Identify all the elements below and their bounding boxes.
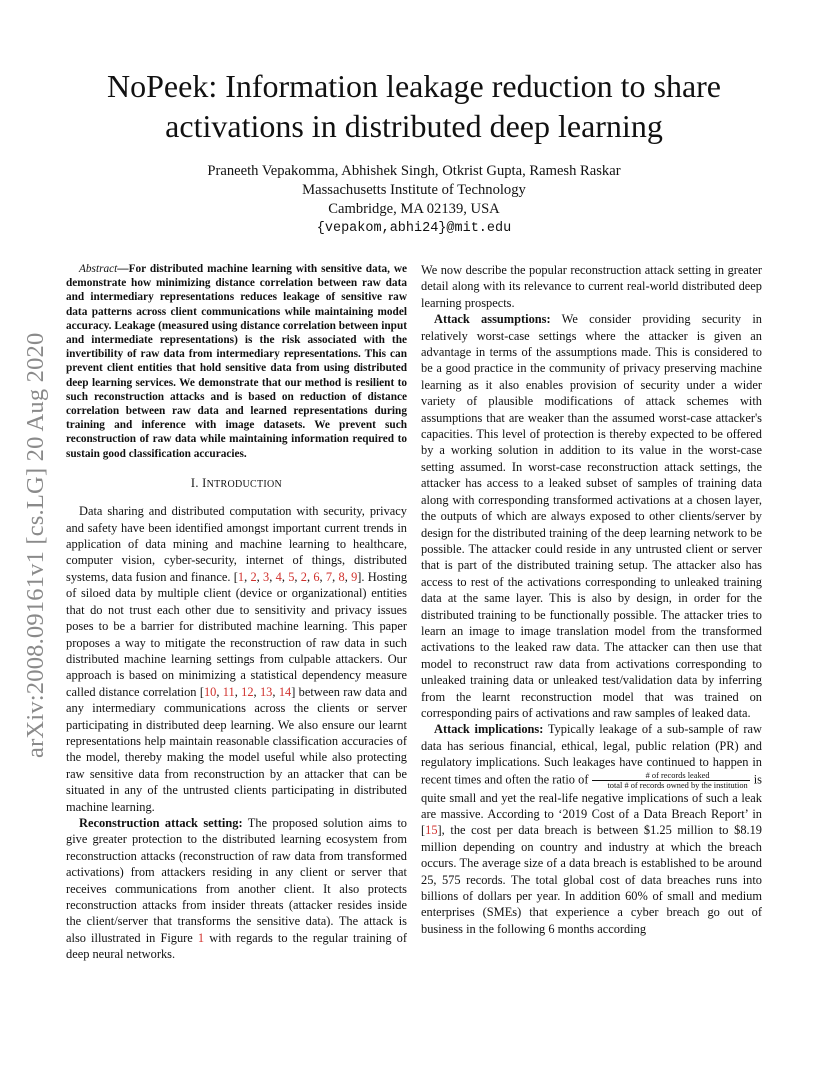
- implications-text-b: is quite small and yet the real-life negative implications of such a leak are massive. According to ‘2019 Cost of a Data Breach Report’ in [: [421, 771, 762, 838]
- assumptions-text: We consider providing security in relatively worst-case settings where the attacker is given an advantage in terms of the assumptions made. This is considered to be a good practice in the community of privacy preserving machine learning as it also enables provision of security under a wider variety of plausible modifications of attack schemes with assumptions that are weaker than the assumed worst-case attacker's capacities. This level of protection is thereby expected to be offered by a working solution in addition to its value in the worst-case setting assumed. In worst-case reconstruction attack settings, the attacker has access to a leaked subset of samples of training data along with corresponding transformed activations at a chosen layer, the outputs of which are always exposed to other clients/server by design for the distributed training of the deep learning network to be possible. The attacker could reside in any untrusted client or server that is part of the distributed training setup. The attacker also has access to rest of the activations corresponding to unleaked training data at the same layer. This is also by design, in order for the distributed training to be functionally possible. The attacker tries to learn an image to image translation model from the transformed activations to the leaked raw data. The attacker can then use that model to reconstruct raw data from activations corresponding to unleaked training data or unleaked test/validation data by inferring from the learnt reconstruction model that was trained on corresponding pairs of activations and raw samples of leaked data.: [421, 312, 762, 720]
- attack-implications-paragraph: [421, 721, 762, 937]
- citation-link[interactable]: 1: [237, 569, 245, 584]
- citation-link[interactable]: 2: [250, 569, 257, 584]
- abstract: [66, 262, 407, 461]
- citation-link[interactable]: 3: [263, 569, 270, 584]
- run-in-heading-assumptions: Attack assumptions:: [434, 312, 551, 327]
- author-affiliation: Massachusetts Institute of Technology: [302, 182, 526, 198]
- right-paragraph-0: We now describe the popular reconstruction attack setting in greater detail along with its relevance to current real-world distributed deep learning prospects.: [421, 263, 762, 310]
- fraction-denominator: total # of records owned by the institution: [607, 780, 748, 790]
- citation-link[interactable]: 15: [425, 823, 438, 838]
- section-title-rest: NTRODUCTION: [206, 478, 283, 490]
- run-in-heading-implications: Attack implications:: [434, 722, 544, 737]
- section-heading-introduction: [66, 475, 407, 493]
- intro-text-a: Data sharing and distributed computation with security, privacy and safety have been identified amongst important current trends in application of data mining and machine learning to healthcare, computer vision, cyber-security, internet of things, distributed systems, data fusion and finance. [: [66, 504, 407, 584]
- arxiv-stamp: arXiv:2008.09161v1 [cs.LG] 20 Aug 2020: [22, 332, 49, 758]
- citation-link[interactable]: 10: [203, 684, 217, 699]
- run-in-heading-reconstruction: Reconstruction attack setting:: [79, 815, 243, 830]
- citation-link[interactable]: 6: [313, 569, 320, 584]
- implications-text-c: ], the cost per data breach is between $1.25 million to $8.19 million depending on country and industry at which the breach occurs. The average size of a data breach is established to be around 25, 575 records. The total global cost of data breaches runs into billions of dollars per year. In addition 60% of small and medium enterprises (SMEs) that experience a cyber breach go out of business in the following 6 months according: [421, 823, 762, 936]
- author-names: Praneeth Vepakomma, Abhishek Singh, Otkrist Gupta, Ramesh Raskar: [207, 163, 621, 179]
- intro2-text-b: with regards to the regular training of deep neural networks.: [66, 930, 407, 962]
- citation-group-1: 1, 2, 3, 4, 5, 2, 6, 7, 8, 9: [237, 569, 358, 584]
- author-location: Cambridge, MA 02139, USA: [328, 201, 500, 217]
- intro2-text-a: The proposed solution aims to give greater protection to the distributed learning ecosystem from reconstruction attacks (reconstruction of raw data from transformed activations) from attackers residing in any client or server that receives communications from another client. It also protects reconstruction attacks from insider threats (attacker resides inside the client/server that transforms the sensitive data). The attack is also illustrated in Figure: [66, 815, 407, 945]
- abstract-label: Abstract: [79, 263, 118, 275]
- citation-link[interactable]: 14: [278, 684, 292, 699]
- intro-paragraph-2: [66, 815, 407, 963]
- paper-title: [0, 66, 828, 146]
- citation-link[interactable]: 4: [275, 569, 282, 584]
- citation-link[interactable]: 13: [259, 684, 273, 699]
- implications-text-a: Typically leakage of a sub-sample of raw data has serious financial, ethical, legal, public relation (PR) and regulatory implications. Such leakages have continued to happen in recent times and often the ratio of: [421, 722, 762, 786]
- section-numeral: I.: [190, 475, 203, 490]
- attack-assumptions-paragraph: [421, 311, 762, 721]
- fraction-numerator: # of records leaked: [592, 771, 749, 781]
- section-title-initial: I: [202, 475, 207, 490]
- left-column: [66, 262, 407, 963]
- citation-link[interactable]: 5: [288, 569, 295, 584]
- citation-group-2: 10, 11, 12, 13, 14: [203, 684, 292, 699]
- author-block: [0, 162, 828, 238]
- figure-reference-link[interactable]: 1: [197, 930, 205, 945]
- citation-link[interactable]: 8: [338, 569, 345, 584]
- citation-link[interactable]: 2: [300, 569, 307, 584]
- title-line-2: activations in distributed deep learning: [165, 108, 663, 144]
- citation-link[interactable]: 9: [351, 569, 358, 584]
- right-column: [421, 262, 762, 937]
- citation-link[interactable]: 11: [222, 684, 235, 699]
- abstract-text: —For distributed machine learning with sensitive data, we demonstrate how minimizing distance correlation between raw data and intermediary representations reduces leakage of sensitive raw data patterns across client communications while maintaining model accuracy. Leakage (measured using distance correlation between input and intermediate representations) is the risk associated with the invertibility of raw data from intermediary representations. This can prevent client entities that hold sensitive data from using distributed deep learning services. We demonstrate that our method is resilient to such reconstruction attacks and is based on reduction of distance correlation between raw data and learned representations during training and inference with image datasets. We prevent such reconstruction of raw data while maintaining information required to sustain good classification accuracies.: [66, 263, 407, 460]
- leak-ratio-fraction: [592, 771, 749, 790]
- citation-link[interactable]: 7: [325, 569, 333, 584]
- title-line-1: NoPeek: Information leakage reduction to share: [107, 68, 721, 104]
- intro-text-b: ]. Hosting of siloed data by multiple client (device or organizational) entities that do not trust each other due to sensitivity and privacy issues poses to be a barrier for distributed machine learning. This paper proposes a way to mitigate the reconstruction of raw data in such distributed machine learning settings from culpable attackers. Our approach is based on minimizing a statistical dependency measure called distance correlation [: [66, 569, 408, 699]
- author-email: {vepakom,abhi24}@mit.edu: [316, 221, 512, 236]
- intro-text-c: ] between raw data and any intermediary communications across the clients or server participating in distributed deep learning. We also ensure our learnt representations help maintain reasonable classification accuracies of the model, thereby making the model useful while also protecting raw sensitive data from reconstruction by an attacker that can be situated in any of the untrusted clients participating in distributed machine learning.: [66, 684, 408, 814]
- citation-link[interactable]: 12: [241, 684, 254, 699]
- intro-paragraph-1: [66, 503, 407, 815]
